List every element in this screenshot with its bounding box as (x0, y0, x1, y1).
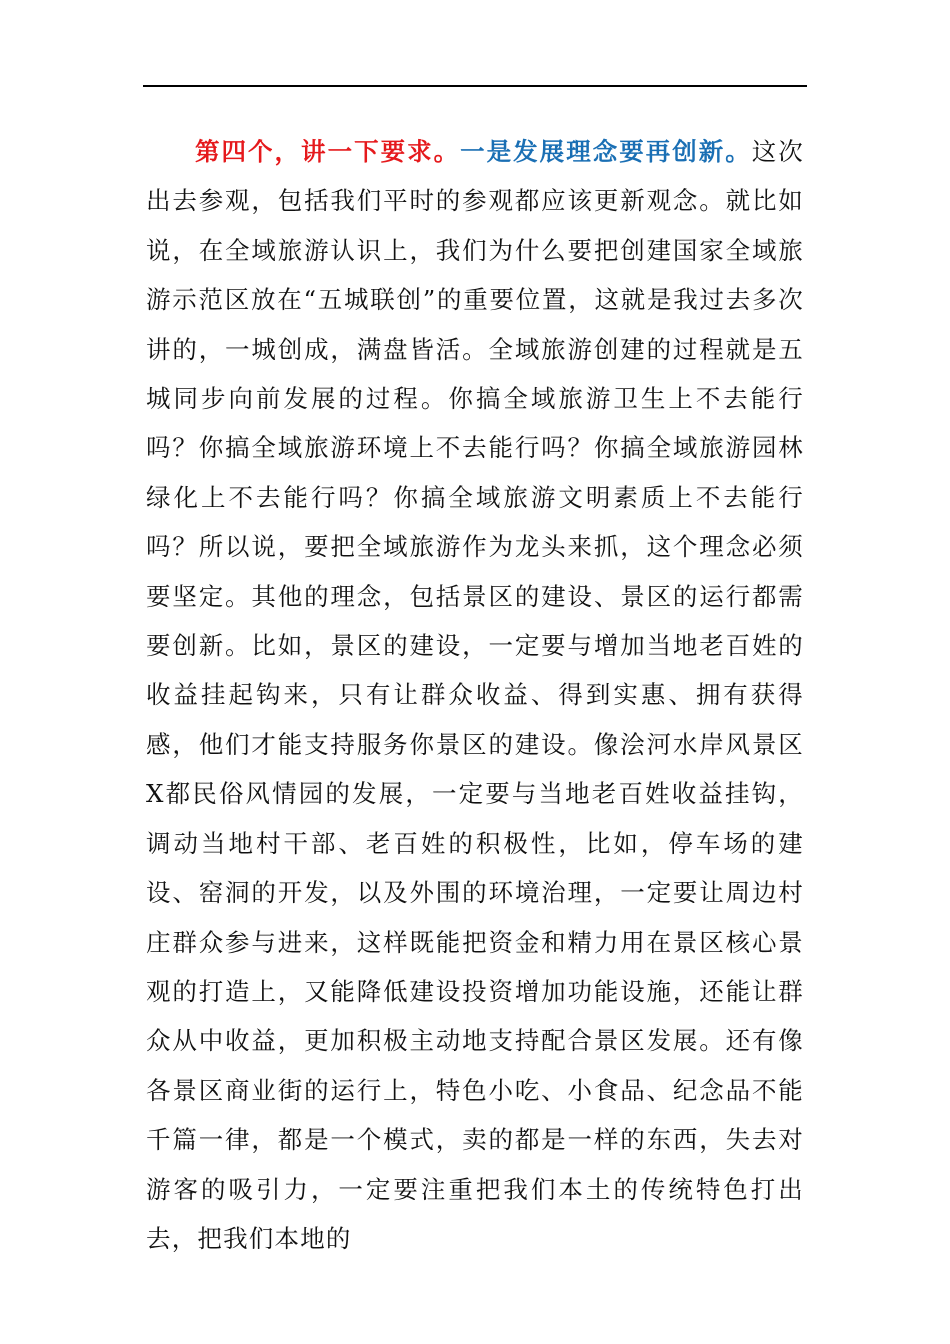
paragraph-text: 这次出去参观，包括我们平时的参观都应该更新观念。就比如说，在全域旅游认识上，我们为什么要把创建国家全域旅游示范区放在“五城联创”的重要位置，这就是我过去多次讲的，一城创成，满盘皆活。全域旅游创建的过程就是五城同步向前发展的过程。你搞全域旅游卫生上不去能行吗？你搞全域旅游环境上不去能行吗？你搞全域旅游园林绿化上不去能行吗？你搞全域旅游文明素质上不去能行吗？所以说，要把全域旅游作为龙头来抓，这个理念必须要坚定。其他的理念，包括景区的建设、景区的运行都需要创新。比如，景区的建设，一定要与增加当地老百姓的收益挂起钩来，只有让群众收益、得到实惠、拥有获得感，他们才能支持服务你景区的建设。像浍河水岸风景区X都民俗风情园的发展，一定要与当地老百姓收益挂钩，调动当地村干部、老百姓的积极性，比如，停车场的建设、窑洞的开发，以及外围的环境治理，一定要让周边村庄群众参与进来，这样既能把资金和精力用在景区核心景观的打造上，又能降低建设投资增加功能设施，还能让群众从中收益，更加积极主动地支持配合景区发展。还有像各景区商业街的运行上，特色小吃、小食品、纪念品不能千篇一律，都是一个模式，卖的都是一样的东西，失去对游客的吸引力，一定要注重把我们本土的传统特色打出去，把我们本地的 (146, 137, 805, 1253)
section-heading: 第四个，讲一下要求。 (195, 137, 461, 166)
header-rule (143, 85, 807, 87)
body-paragraph (146, 127, 804, 1263)
subsection-heading: 一是发展理念要再创新。 (460, 137, 752, 166)
